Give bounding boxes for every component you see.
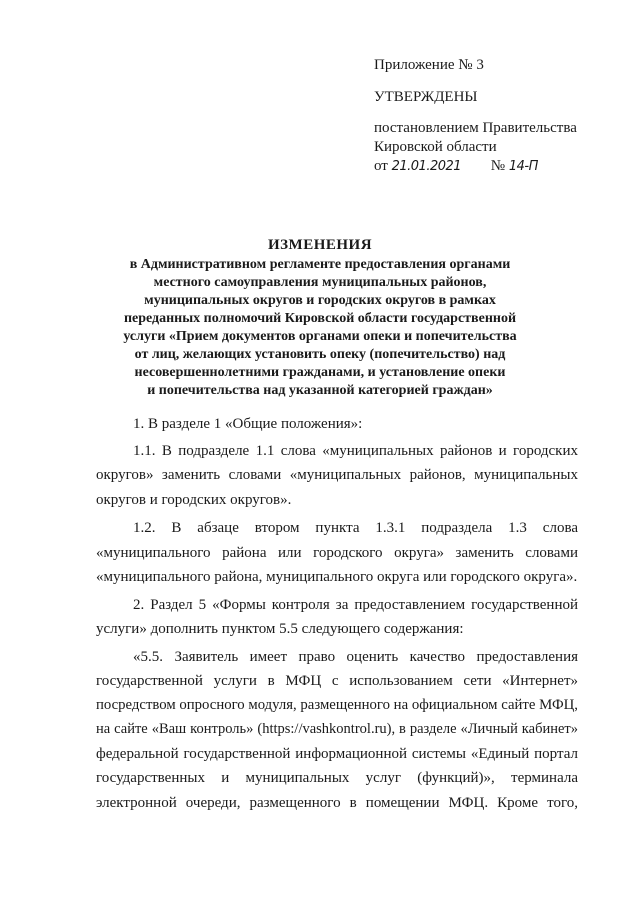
resolution-line-1: постановлением Правительства [374, 120, 577, 136]
title-line: местного самоуправления муниципальных районов, [153, 275, 487, 290]
title-line: в Административном регламенте предоставления органами [129, 257, 511, 272]
document-title [120, 236, 520, 400]
paragraph-5-5-line-7: электронной очереди, размещенного в помещении МФЦ. Кроме того, [96, 795, 578, 811]
handwritten-number: 14-П [508, 159, 538, 174]
paragraph-1-2-line-3: «муниципального района, муниципального округа или городского округа». [96, 569, 578, 585]
resolution-date-line [374, 157, 624, 176]
date-prefix: от [374, 158, 388, 174]
resolution-line-2: Кировской области [374, 139, 497, 155]
approval-header [374, 56, 624, 176]
paragraph-5-5-line-2: государственной услуги в МФЦ с использованием сети «Интернет» [96, 673, 578, 689]
approved-label: УТВЕРЖДЕНЫ [374, 89, 478, 105]
paragraph-1-1-line-2: округов» заменить словами «муниципальных районов, муниципальных [96, 467, 578, 483]
title-line: муниципальных округов и городских округов в рамках [144, 293, 496, 308]
paragraph-1-1-line-1: 1.1. В подразделе 1.1 слова «муниципальных районов и городских [133, 443, 578, 459]
number-prefix: № [490, 158, 506, 174]
paragraph-1-1-line-3: округов и городских округов». [96, 492, 292, 508]
paragraph-1: 1. В разделе 1 «Общие положения»: [133, 416, 363, 432]
paragraph-2-line-1: 2. Раздел 5 «Формы контроля за предоставлением государственной [133, 597, 578, 613]
title-line: от лиц, желающих установить опеку (попечительство) над [134, 347, 506, 362]
appendix-number: Приложение № 3 [374, 57, 484, 73]
paragraph-5-5-line-3: посредством опросного модуля, размещенного на официальном сайте МФЦ, [96, 697, 578, 713]
paragraph-5-5-line-4: на сайте «Ваш контроль» (https://vashkontrol.ru), в разделе «Личный кабинет» [96, 721, 578, 737]
title-line: услуги «Прием документов органами опеки и попечительства [123, 329, 517, 344]
title-line: и попечительства над указанной категорией граждан» [147, 383, 493, 398]
paragraph-5-5-line-5: федеральной государственной информационной системы «Единый портал [96, 746, 578, 762]
title-line: переданных полномочий Кировской области государственной [123, 311, 517, 326]
paragraph-5-5-line-6: государственных и муниципальных услуг (функций)», терминала [96, 770, 578, 786]
paragraph-1-2-line-2: «муниципального района или городского округа» заменить словами [96, 545, 578, 561]
paragraph-1-2-line-1: 1.2. В абзаце втором пункта 1.3.1 подраздела 1.3 слова [133, 520, 578, 536]
title-main: ИЗМЕНЕНИЯ [267, 237, 373, 253]
title-line: несовершеннолетними гражданами, и установление опеки [134, 365, 506, 380]
paragraph-5-5-line-1: «5.5. Заявитель имеет право оценить качество предоставления [133, 649, 578, 665]
paragraph-2-line-2: услуги» дополнить пунктом 5.5 следующего содержания: [96, 621, 464, 637]
handwritten-date: 21.01.2021 [391, 159, 462, 174]
